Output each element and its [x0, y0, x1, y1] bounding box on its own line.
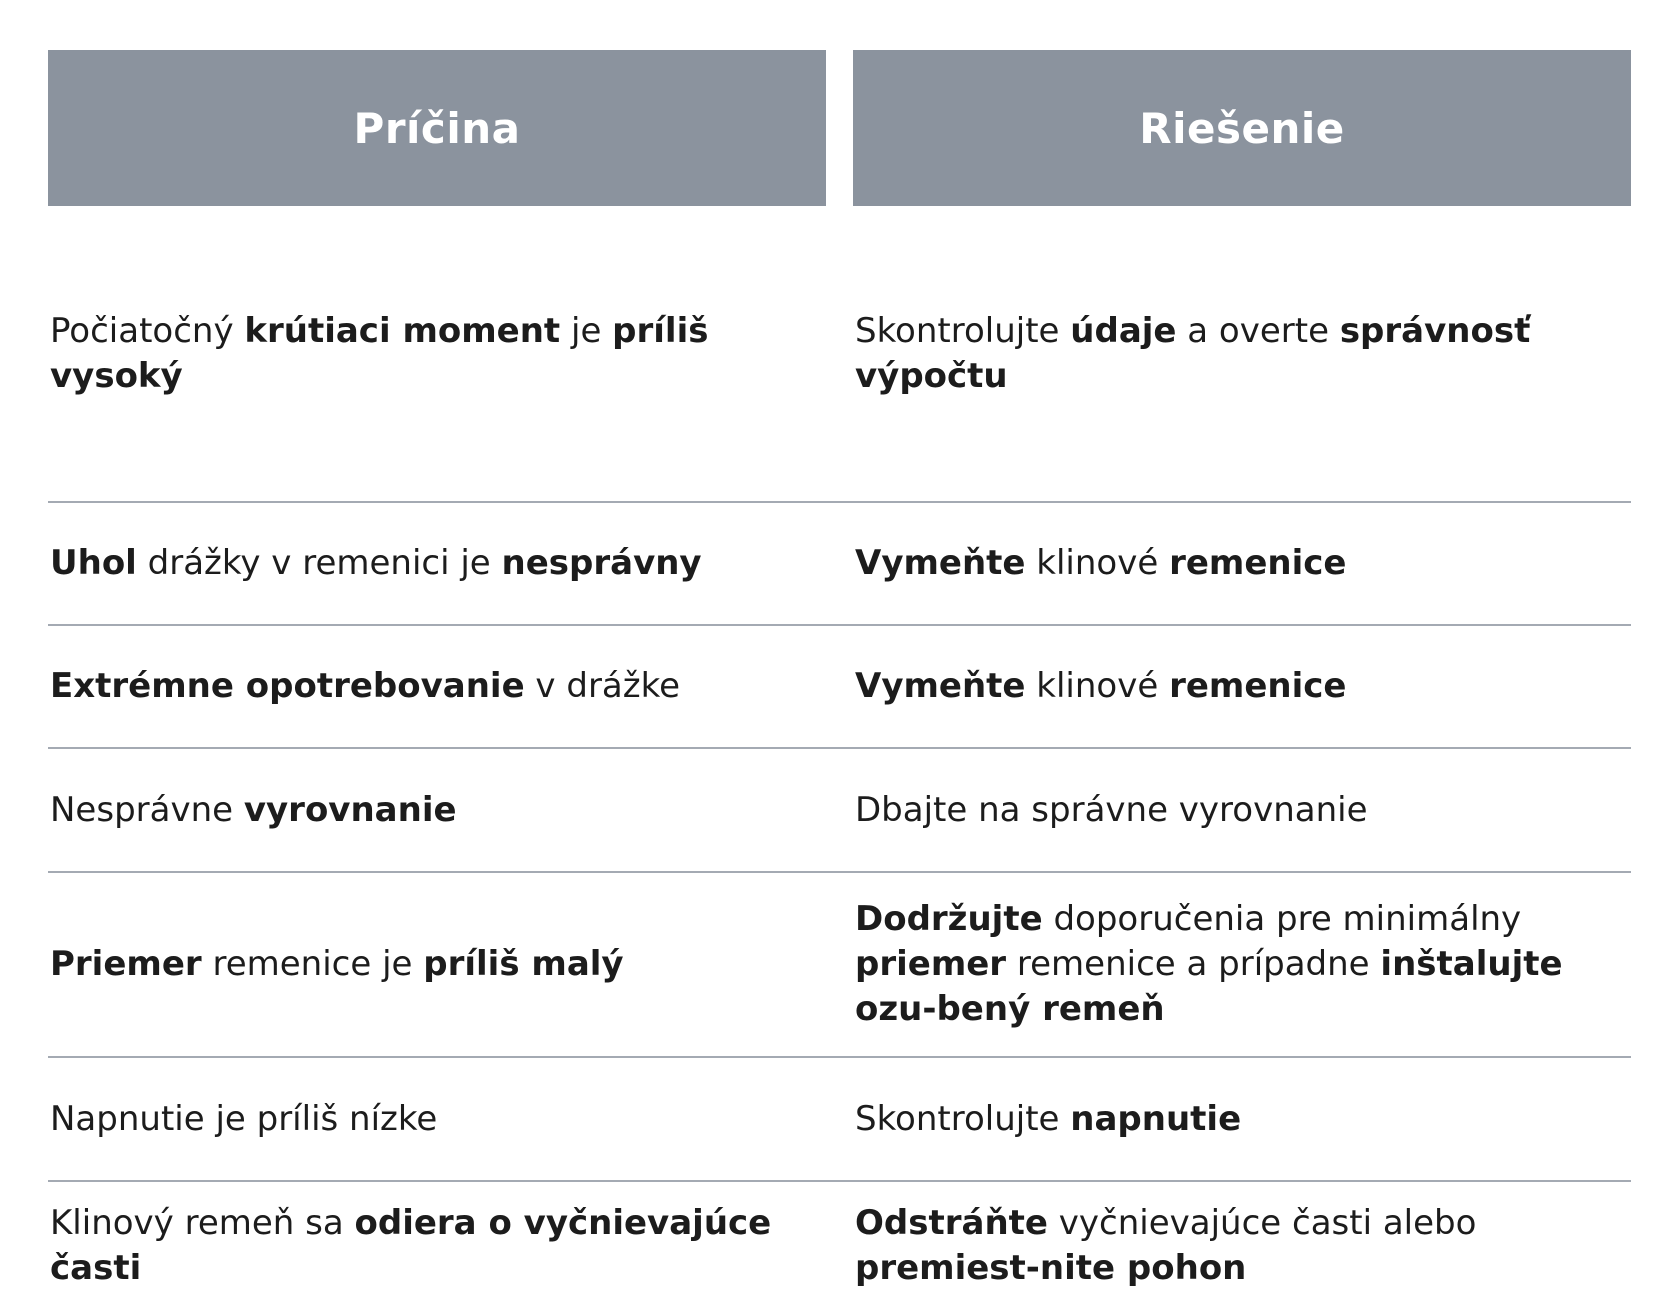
solution-cell	[853, 309, 1631, 399]
text-run: Počiatočný	[50, 310, 245, 351]
solution-cell	[853, 664, 1631, 709]
bold-text-run: krútiaci moment	[244, 310, 561, 351]
text-run: Napnutie je príliš nízke	[50, 1098, 438, 1139]
bold-text-run: napnutie	[1070, 1098, 1242, 1139]
bold-text-run: Priemer	[50, 944, 202, 984]
bold-text-run: premiest-​nite pohon	[855, 1248, 1247, 1288]
text-run: Skontrolujte	[855, 1098, 1071, 1139]
text-run: je	[560, 310, 613, 351]
table-row	[48, 871, 1631, 1056]
bold-text-run: odiera o vyčnievajúce časti	[50, 1203, 772, 1288]
cause-cell	[48, 942, 826, 987]
text-run: klinové	[1025, 543, 1170, 583]
bold-text-run: vyrovnanie	[243, 789, 457, 830]
header-solution: Riešenie	[853, 50, 1631, 206]
text-run: vyčnievajúce časti alebo	[1047, 1203, 1477, 1243]
bold-text-run: Uhol	[50, 543, 137, 583]
table-row	[48, 501, 1631, 624]
text-run: Klinový remeň sa	[50, 1203, 355, 1243]
table-header-row	[48, 50, 1631, 206]
bold-text-run: príliš malý	[423, 944, 624, 984]
solution-cell	[853, 788, 1631, 833]
cause-cell	[48, 541, 826, 586]
table-row	[48, 1056, 1631, 1180]
solution-cell	[853, 897, 1631, 1032]
bold-text-run: správnosť výpočtu	[855, 310, 1531, 396]
bold-text-run: príliš vysoký	[50, 310, 709, 396]
text-run: doporučenia pre minimálny	[1042, 899, 1522, 939]
table-row	[48, 206, 1631, 501]
cause-cell	[48, 309, 826, 399]
bold-text-run: Odstráňte	[855, 1203, 1048, 1243]
text-run: remenice je	[201, 944, 424, 984]
bold-text-run: inštalujte ozu-​bený remeň	[855, 944, 1563, 1029]
table-row	[48, 624, 1631, 747]
solution-cell	[853, 541, 1631, 586]
text-run: Dbajte na správne vyrovnanie	[855, 789, 1368, 830]
cause-cell	[48, 664, 826, 709]
cause-cell	[48, 788, 826, 833]
troubleshooting-table	[48, 50, 1631, 1310]
text-run: drážky v remenici je	[136, 543, 502, 583]
bold-text-run: nesprávny	[501, 543, 702, 583]
text-run: Skontrolujte	[855, 310, 1071, 351]
table-row	[48, 1180, 1631, 1310]
bold-text-run: remenice	[1169, 666, 1347, 706]
bold-text-run: Vymeňte	[855, 666, 1026, 706]
solution-cell	[853, 1097, 1631, 1142]
text-run: remenice a prípadne	[1006, 944, 1381, 984]
cause-cell	[48, 1097, 826, 1142]
cause-cell	[48, 1201, 826, 1291]
bold-text-run: remenice	[1169, 543, 1347, 583]
header-cause: Príčina	[48, 50, 826, 206]
bold-text-run: priemer	[855, 944, 1007, 984]
bold-text-run: údaje	[1070, 310, 1177, 351]
bold-text-run: Extrémne opotrebovanie	[50, 666, 525, 706]
text-run: v drážke	[524, 666, 680, 706]
text-run: a overte	[1176, 310, 1340, 351]
bold-text-run: Dodržujte	[855, 899, 1043, 939]
bold-text-run: Vymeňte	[855, 543, 1026, 583]
text-run: klinové	[1025, 666, 1170, 706]
solution-cell	[853, 1201, 1631, 1291]
text-run: Nesprávne	[50, 789, 244, 830]
table-row	[48, 747, 1631, 871]
